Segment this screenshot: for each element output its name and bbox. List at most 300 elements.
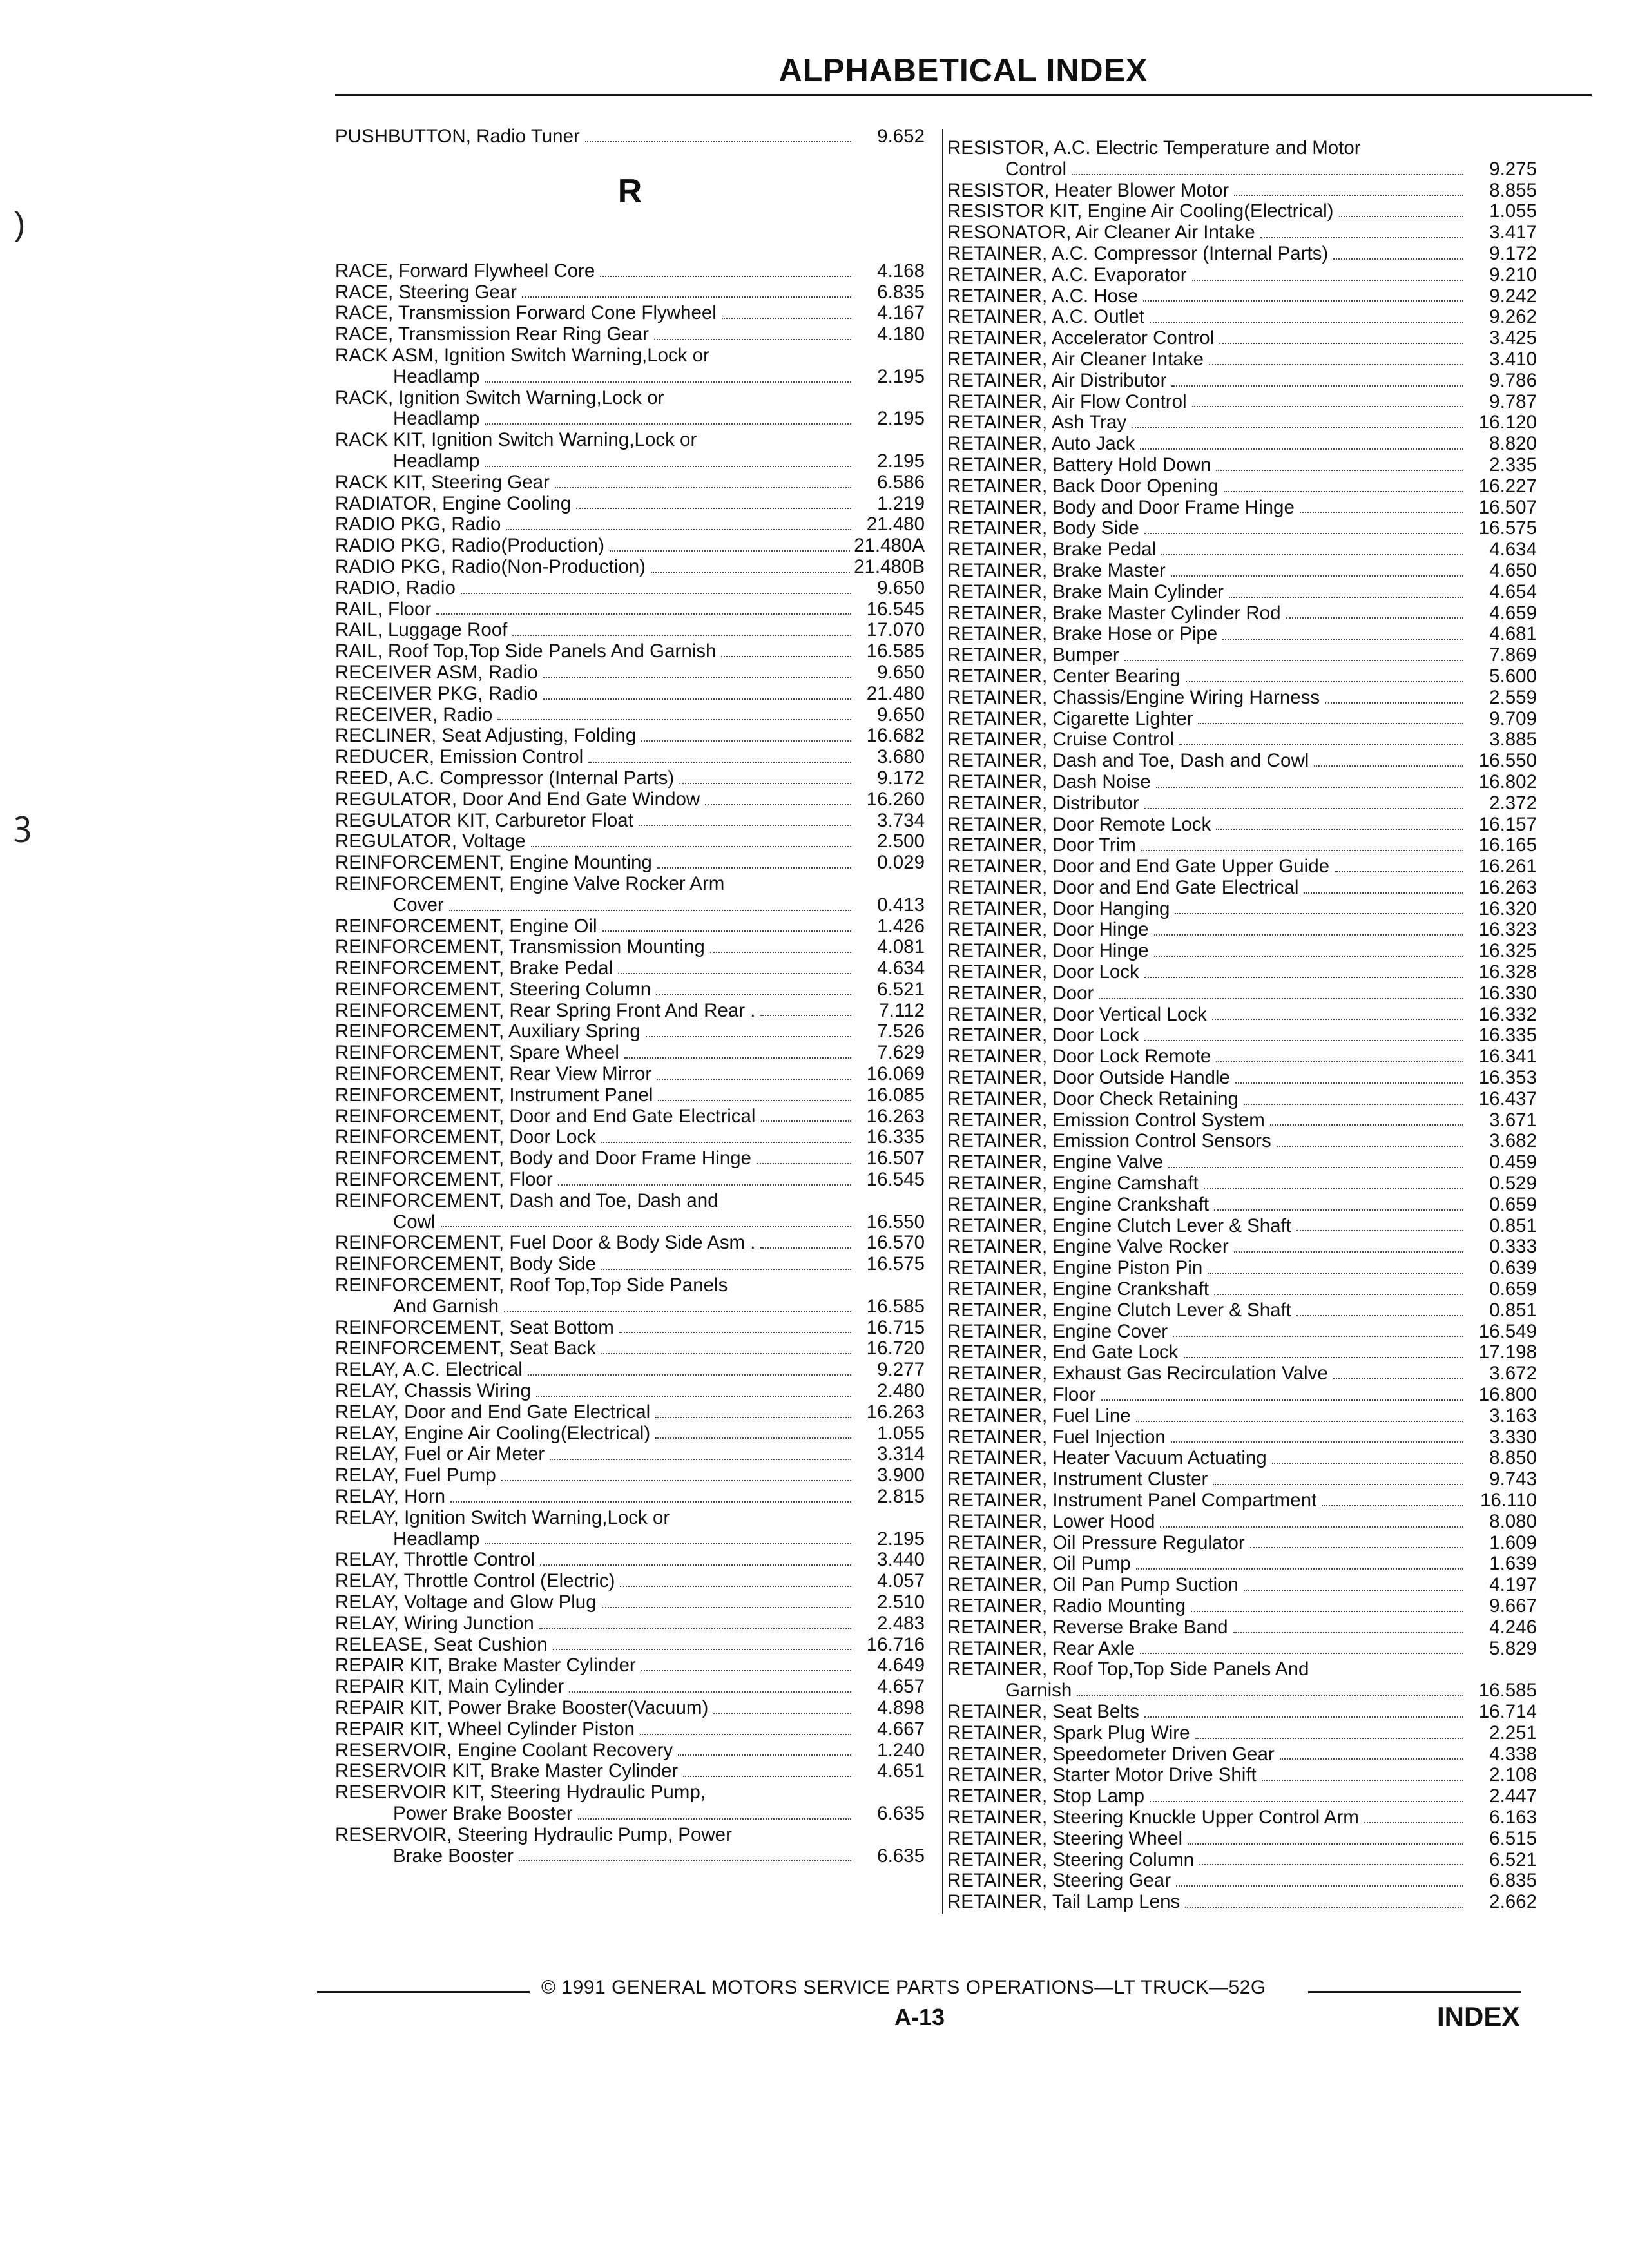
index-entry bbox=[947, 645, 1537, 666]
index-entry bbox=[335, 641, 925, 662]
leader-dots bbox=[600, 276, 851, 277]
leader-dots bbox=[1192, 406, 1463, 407]
entry-label: REINFORCEMENT, Instrument Panel bbox=[335, 1084, 653, 1106]
index-entry bbox=[947, 962, 1537, 983]
entry-page-ref: 16.085 bbox=[866, 1084, 925, 1106]
leader-dots bbox=[1188, 1843, 1463, 1845]
leader-dots bbox=[528, 1374, 851, 1376]
index-entry bbox=[947, 1046, 1537, 1068]
leader-dots bbox=[1216, 470, 1463, 471]
leader-dots bbox=[760, 1247, 851, 1249]
leader-dots bbox=[618, 973, 851, 974]
leader-dots bbox=[1150, 322, 1463, 323]
leader-dots bbox=[1099, 998, 1463, 999]
index-entry bbox=[335, 1486, 925, 1508]
entry-label: RETAINER, Door Hinge bbox=[947, 919, 1149, 941]
leader-dots bbox=[550, 1459, 851, 1460]
entry-label: RACE, Transmission Rear Ring Gear bbox=[335, 323, 649, 345]
entry-page-ref: 16.585 bbox=[866, 640, 925, 662]
entry-page-ref: 1.639 bbox=[1489, 1553, 1537, 1575]
entry-label: REPAIR KIT, Main Cylinder bbox=[335, 1676, 564, 1698]
entry-label: RETAINER, Engine Valve bbox=[947, 1151, 1164, 1173]
entry-label-continuation: Control bbox=[1005, 158, 1067, 180]
index-entry bbox=[947, 434, 1537, 455]
entry-label-continuation: Brake Booster bbox=[393, 1845, 514, 1867]
entry-label: RACK, Ignition Switch Warning,Lock or bbox=[335, 387, 664, 408]
entry-page-ref: 7.526 bbox=[877, 1021, 925, 1043]
entry-page-ref: 6.521 bbox=[1489, 1849, 1537, 1870]
leader-dots bbox=[678, 1754, 851, 1756]
leader-dots bbox=[519, 1860, 851, 1861]
leader-dots bbox=[639, 825, 851, 826]
index-entry bbox=[947, 751, 1537, 772]
entry-page-ref: 16.261 bbox=[1478, 856, 1537, 878]
entry-label: REINFORCEMENT, Door and End Gate Electrical bbox=[335, 1105, 756, 1127]
entry-page-ref: 2.372 bbox=[1489, 792, 1537, 814]
index-entry bbox=[335, 408, 925, 430]
leader-dots bbox=[683, 1776, 851, 1777]
entry-label: RACK KIT, Steering Gear bbox=[335, 471, 550, 493]
index-entry bbox=[947, 561, 1537, 582]
leader-dots bbox=[531, 846, 851, 847]
leader-dots bbox=[504, 1311, 851, 1312]
leader-dots bbox=[1214, 1209, 1463, 1211]
index-entry bbox=[947, 349, 1537, 370]
entry-label: RECEIVER ASM, Radio bbox=[335, 661, 538, 683]
entry-label: RETAINER, Bumper bbox=[947, 644, 1119, 666]
entry-label: RETAINER, Dash and Toe, Dash and Cowl bbox=[947, 750, 1309, 772]
entry-label: RACE, Steering Gear bbox=[335, 281, 517, 303]
leader-dots bbox=[1322, 1505, 1463, 1506]
index-entry bbox=[335, 1021, 925, 1043]
leader-dots bbox=[1234, 1251, 1463, 1253]
leader-dots bbox=[1286, 617, 1464, 619]
leader-dots bbox=[485, 381, 851, 383]
index-entry bbox=[947, 159, 1537, 180]
entry-page-ref: 2.335 bbox=[1489, 454, 1537, 476]
index-entry bbox=[947, 497, 1537, 519]
index-entry bbox=[947, 1744, 1537, 1765]
leader-dots bbox=[602, 930, 851, 932]
index-entry bbox=[947, 244, 1537, 265]
entry-page-ref: 0.639 bbox=[1489, 1257, 1537, 1279]
leader-dots bbox=[1250, 1547, 1463, 1548]
entry-page-ref: 4.654 bbox=[1489, 581, 1537, 602]
entry-label: RETAINER, Air Flow Control bbox=[947, 390, 1187, 412]
entry-page-ref: 16.330 bbox=[1478, 982, 1537, 1004]
index-entry bbox=[947, 307, 1537, 328]
index-entry bbox=[335, 1402, 925, 1423]
entry-label: RETAINER, Brake Pedal bbox=[947, 539, 1157, 561]
leader-dots bbox=[1364, 1822, 1463, 1823]
index-entry-first-line bbox=[335, 874, 925, 895]
leader-dots bbox=[601, 1269, 851, 1270]
entry-page-ref: 9.787 bbox=[1489, 390, 1537, 412]
entry-page-ref: 6.586 bbox=[877, 471, 925, 493]
index-entry bbox=[947, 1385, 1537, 1406]
index-entry bbox=[947, 666, 1537, 687]
index-entry bbox=[335, 535, 925, 557]
index-entry bbox=[335, 811, 925, 832]
entry-label: RETAINER, Steering Column bbox=[947, 1849, 1195, 1870]
leader-dots bbox=[1208, 1273, 1463, 1274]
entry-page-ref: 9.277 bbox=[877, 1359, 925, 1381]
index-entry bbox=[947, 1533, 1537, 1554]
entry-page-ref: 8.850 bbox=[1489, 1447, 1537, 1469]
entry-label: RELAY, Fuel or Air Meter bbox=[335, 1443, 545, 1465]
entry-page-ref: 16.165 bbox=[1478, 834, 1537, 856]
index-entry bbox=[335, 1127, 925, 1148]
entry-label-continuation: And Garnish bbox=[393, 1295, 499, 1317]
leader-dots bbox=[1300, 512, 1463, 513]
entry-label-continuation: Cowl bbox=[393, 1211, 436, 1233]
entry-label: RETAINER, Engine Crankshaft bbox=[947, 1278, 1210, 1300]
leader-dots bbox=[640, 1734, 851, 1735]
entry-label: RETAINER, Door Vertical Lock bbox=[947, 1003, 1207, 1025]
entry-page-ref: 4.180 bbox=[877, 323, 925, 345]
entry-label: RELAY, Chassis Wiring bbox=[335, 1380, 531, 1402]
index-entry bbox=[947, 1723, 1537, 1744]
index-entry bbox=[947, 1152, 1537, 1173]
entry-label: REINFORCEMENT, Seat Back bbox=[335, 1338, 596, 1360]
leader-dots bbox=[1325, 702, 1463, 704]
leader-dots bbox=[569, 1691, 851, 1693]
entry-label: RETAINER, Exhaust Gas Recirculation Valve bbox=[947, 1363, 1328, 1385]
index-entry bbox=[947, 814, 1537, 836]
leader-dots bbox=[705, 804, 851, 805]
index-entry bbox=[947, 539, 1537, 561]
index-entry bbox=[335, 1381, 925, 1402]
entry-label: RETAINER, Dash Noise bbox=[947, 771, 1151, 793]
index-entry bbox=[335, 472, 925, 494]
leader-dots bbox=[1191, 1611, 1463, 1612]
entry-page-ref: 16.325 bbox=[1478, 940, 1537, 962]
entry-label: RESISTOR KIT, Engine Air Cooling(Electrical) bbox=[947, 200, 1334, 222]
entry-page-ref: 16.437 bbox=[1478, 1088, 1537, 1110]
entry-page-ref: 1.609 bbox=[1489, 1532, 1537, 1553]
index-entry bbox=[947, 1892, 1537, 1913]
leader-dots bbox=[522, 296, 851, 298]
leader-dots bbox=[588, 762, 851, 763]
leader-dots bbox=[651, 572, 850, 573]
leader-dots bbox=[1209, 364, 1463, 365]
index-entry bbox=[947, 624, 1537, 645]
entry-label: RETAINER, Engine Clutch Lever & Shaft bbox=[947, 1215, 1291, 1236]
leader-dots bbox=[1192, 280, 1463, 281]
entry-label: RETAINER, Engine Valve Rocker bbox=[947, 1236, 1229, 1258]
entry-label: RETAINER, Cruise Control bbox=[947, 729, 1174, 751]
entry-label: RELAY, Throttle Control bbox=[335, 1549, 535, 1571]
leader-dots bbox=[506, 529, 851, 530]
index-entry bbox=[335, 1550, 925, 1571]
entry-label: REPAIR KIT, Power Brake Booster(Vacuum) bbox=[335, 1696, 709, 1718]
leader-dots bbox=[1244, 1104, 1463, 1105]
entry-page-ref: 9.262 bbox=[1489, 306, 1537, 328]
leader-dots bbox=[1260, 237, 1463, 238]
index-entry bbox=[335, 451, 925, 472]
entry-label: REINFORCEMENT, Rear View Mirror bbox=[335, 1063, 652, 1085]
footer-rule-right bbox=[1308, 1991, 1521, 1993]
leader-dots bbox=[1168, 1167, 1463, 1168]
entry-label: RETAINER, Door Trim bbox=[947, 834, 1136, 856]
entry-label: RETAINER, Tail Lamp Lens bbox=[947, 1891, 1181, 1913]
entry-label: REGULATOR, Door And End Gate Window bbox=[335, 788, 700, 810]
entry-label: RETAINER, Engine Piston Pin bbox=[947, 1257, 1203, 1279]
index-entry bbox=[947, 1807, 1537, 1829]
leader-dots bbox=[658, 1100, 851, 1101]
entry-page-ref: 9.275 bbox=[1489, 158, 1537, 180]
index-entry bbox=[335, 1761, 925, 1782]
entry-page-ref: 16.720 bbox=[866, 1338, 925, 1360]
index-entry bbox=[335, 1423, 925, 1445]
index-entry bbox=[947, 835, 1537, 856]
leader-dots bbox=[1296, 1230, 1463, 1231]
entry-page-ref: 16.682 bbox=[866, 725, 925, 747]
index-entry bbox=[335, 916, 925, 937]
entry-page-ref: 7.112 bbox=[878, 999, 925, 1021]
entry-label: REINFORCEMENT, Auxiliary Spring bbox=[335, 1021, 641, 1043]
index-entry bbox=[947, 1321, 1537, 1343]
section-name: INDEX bbox=[1437, 2001, 1520, 2032]
leader-dots bbox=[1173, 1336, 1463, 1337]
index-entry bbox=[335, 1043, 925, 1064]
index-entry bbox=[335, 1740, 925, 1762]
index-entry bbox=[947, 222, 1537, 244]
index-entry bbox=[335, 726, 925, 747]
leader-dots bbox=[1161, 554, 1463, 555]
index-entry bbox=[335, 852, 925, 874]
index-entry bbox=[335, 1360, 925, 1381]
index-entry bbox=[335, 1465, 925, 1486]
entry-page-ref: 4.651 bbox=[877, 1760, 925, 1782]
entry-page-ref: 16.545 bbox=[866, 1169, 925, 1191]
entry-label: RACK KIT, Ignition Switch Warning,Lock or bbox=[335, 429, 697, 451]
entry-page-ref: 16.157 bbox=[1478, 813, 1537, 835]
entry-label: REINFORCEMENT, Dash and Toe, Dash and bbox=[335, 1189, 718, 1211]
leader-dots bbox=[1144, 977, 1463, 978]
entry-label: REINFORCEMENT, Body Side bbox=[335, 1253, 596, 1275]
leader-dots bbox=[1136, 1568, 1463, 1570]
entry-label: RESERVOIR KIT, Steering Hydraulic Pump, bbox=[335, 1782, 706, 1803]
leader-dots bbox=[646, 1036, 851, 1037]
entry-page-ref: 4.667 bbox=[877, 1718, 925, 1740]
index-entry bbox=[947, 1406, 1537, 1427]
leader-dots bbox=[485, 466, 851, 467]
entry-page-ref: 4.634 bbox=[1489, 539, 1537, 561]
entry-label: RETAINER, Door bbox=[947, 982, 1094, 1004]
footer-rule-left bbox=[317, 1991, 530, 1993]
entry-label: RELAY, Horn bbox=[335, 1486, 446, 1508]
index-entry bbox=[947, 476, 1537, 497]
entry-label: RADIO PKG, Radio bbox=[335, 514, 501, 535]
entry-label: RETAINER, Chassis/Engine Wiring Harness bbox=[947, 686, 1320, 708]
leader-dots bbox=[1185, 1907, 1463, 1908]
leader-dots bbox=[1154, 934, 1463, 936]
entry-page-ref: 4.650 bbox=[1489, 559, 1537, 581]
index-entry bbox=[335, 1444, 925, 1465]
index-entry bbox=[335, 1655, 925, 1677]
leader-dots bbox=[1214, 1294, 1463, 1295]
index-entry bbox=[947, 1427, 1537, 1448]
entry-page-ref: 16.227 bbox=[1478, 475, 1537, 497]
leader-dots bbox=[721, 656, 851, 657]
index-entry bbox=[947, 1173, 1537, 1195]
entry-page-ref: 2.559 bbox=[1489, 686, 1537, 708]
index-entry bbox=[947, 1216, 1537, 1237]
entry-page-ref: 3.410 bbox=[1489, 348, 1537, 370]
entry-page-ref: 4.081 bbox=[877, 936, 925, 958]
entry-label: RETAINER, Accelerator Control bbox=[947, 327, 1215, 349]
entry-label: REINFORCEMENT, Engine Mounting bbox=[335, 852, 652, 874]
entry-label: RELAY, Wiring Junction bbox=[335, 1612, 534, 1634]
leader-dots bbox=[1124, 660, 1463, 661]
leader-dots bbox=[1132, 427, 1463, 428]
index-entry bbox=[335, 324, 925, 345]
leader-dots bbox=[656, 994, 851, 995]
index-entry bbox=[947, 180, 1537, 202]
index-entry bbox=[335, 1571, 925, 1592]
entry-page-ref: 4.197 bbox=[1489, 1574, 1537, 1596]
entry-label: RELEASE, Seat Cushion bbox=[335, 1633, 548, 1655]
entry-label: RETAINER, Brake Main Cylinder bbox=[947, 581, 1224, 602]
entry-page-ref: 3.425 bbox=[1489, 327, 1537, 349]
index-entry-first-line bbox=[335, 1825, 925, 1846]
leader-dots bbox=[1333, 258, 1463, 260]
entry-page-ref: 3.417 bbox=[1489, 222, 1537, 244]
index-entry bbox=[335, 1698, 925, 1719]
leader-dots bbox=[1175, 913, 1463, 914]
entry-page-ref: 9.667 bbox=[1489, 1595, 1537, 1617]
entry-label: RETAINER, Door Remote Lock bbox=[947, 813, 1211, 835]
entry-label: RADIATOR, Engine Cooling bbox=[335, 492, 572, 514]
entry-page-ref: 21.480B bbox=[854, 555, 925, 577]
entry-page-ref: 9.210 bbox=[1489, 264, 1537, 285]
entry-label: RESERVOIR KIT, Brake Master Cylinder bbox=[335, 1760, 679, 1782]
leader-dots bbox=[1150, 1801, 1463, 1802]
entry-page-ref: 6.635 bbox=[877, 1802, 925, 1824]
leader-dots bbox=[1216, 829, 1463, 830]
index-entry bbox=[335, 1148, 925, 1169]
index-entry bbox=[947, 1300, 1537, 1321]
index-entry bbox=[947, 687, 1537, 709]
index-entry bbox=[947, 1512, 1537, 1533]
leader-dots bbox=[539, 1628, 851, 1629]
entry-label: RAIL, Roof Top,Top Side Panels And Garnish bbox=[335, 640, 717, 662]
index-entry-first-line bbox=[947, 138, 1537, 159]
entry-page-ref: 6.515 bbox=[1489, 1827, 1537, 1849]
entry-label: RETAINER, Battery Hold Down bbox=[947, 454, 1211, 476]
leader-dots bbox=[710, 952, 851, 953]
leader-dots bbox=[536, 1396, 851, 1397]
entry-page-ref: 16.328 bbox=[1478, 961, 1537, 983]
title-rule bbox=[335, 94, 1592, 96]
index-entry bbox=[947, 856, 1537, 878]
entry-label: RETAINER, Door and End Gate Upper Guide bbox=[947, 856, 1330, 878]
entry-page-ref: 3.671 bbox=[1489, 1109, 1537, 1131]
leader-dots bbox=[543, 698, 851, 700]
entry-label: REGULATOR, Voltage bbox=[335, 831, 526, 852]
entry-label: RETAINER, Engine Crankshaft bbox=[947, 1193, 1210, 1215]
leader-dots bbox=[1077, 1695, 1463, 1696]
binder-hole-mark: ) bbox=[14, 206, 26, 243]
entry-label: RETAINER, Starter Motor Drive Shift bbox=[947, 1764, 1257, 1786]
leader-dots bbox=[1171, 1441, 1463, 1443]
entry-label: RELAY, Ignition Switch Warning,Lock or bbox=[335, 1506, 670, 1528]
leader-dots bbox=[602, 1607, 851, 1608]
leader-dots bbox=[1199, 1864, 1463, 1865]
index-entry bbox=[947, 1850, 1537, 1871]
entry-label: RETAINER, Cigarette Lighter bbox=[947, 707, 1193, 729]
entry-page-ref: 16.332 bbox=[1478, 1003, 1537, 1025]
leader-dots bbox=[1198, 723, 1463, 724]
index-entry bbox=[947, 1448, 1537, 1469]
entry-page-ref: 21.480 bbox=[866, 682, 925, 704]
index-entry bbox=[947, 1617, 1537, 1639]
entry-page-ref: 2.480 bbox=[877, 1380, 925, 1402]
entry-page-ref: 4.167 bbox=[877, 302, 925, 324]
entry-page-ref: 5.600 bbox=[1489, 665, 1537, 687]
entry-label: RETAINER, Engine Camshaft bbox=[947, 1173, 1199, 1195]
page-title: ALPHABETICAL INDEX bbox=[778, 52, 1148, 88]
entry-label: RETAINER, Roof Top,Top Side Panels And bbox=[947, 1658, 1309, 1680]
index-entry-first-line bbox=[335, 1782, 925, 1803]
entry-page-ref: 0.459 bbox=[1489, 1151, 1537, 1173]
entry-page-ref: 16.570 bbox=[866, 1232, 925, 1254]
leader-dots bbox=[501, 1480, 851, 1481]
leader-dots bbox=[578, 1818, 851, 1820]
index-entry bbox=[335, 367, 925, 388]
entry-label: REINFORCEMENT, Engine Valve Rocker Arm bbox=[335, 872, 725, 894]
leader-dots bbox=[441, 1226, 851, 1227]
index-entry bbox=[335, 1846, 925, 1867]
entry-page-ref: 2.815 bbox=[877, 1486, 925, 1508]
index-entry bbox=[335, 684, 925, 705]
leader-dots bbox=[1144, 808, 1463, 809]
entry-label: RETAINER, A.C. Evaporator bbox=[947, 264, 1187, 285]
entry-label: RETAINER, Ash Tray bbox=[947, 412, 1127, 434]
left-index-column bbox=[335, 126, 925, 1867]
index-entry bbox=[947, 878, 1537, 899]
leader-dots bbox=[1140, 1653, 1463, 1654]
entry-label: REINFORCEMENT, Body and Door Frame Hinge bbox=[335, 1148, 751, 1169]
entry-page-ref: 16.550 bbox=[866, 1211, 925, 1233]
index-entry bbox=[335, 1106, 925, 1128]
entry-label: REINFORCEMENT, Spare Wheel bbox=[335, 1042, 619, 1064]
entry-page-ref: 9.786 bbox=[1489, 369, 1537, 391]
index-entry bbox=[335, 1719, 925, 1740]
index-entry bbox=[947, 265, 1537, 286]
entry-page-ref: 0.333 bbox=[1489, 1236, 1537, 1258]
entry-label: REINFORCEMENT, Fuel Door & Body Side Asm . bbox=[335, 1232, 756, 1254]
index-entry bbox=[947, 1469, 1537, 1490]
entry-label: RADIO, Radio bbox=[335, 577, 456, 599]
leader-dots bbox=[760, 1015, 851, 1016]
leader-dots bbox=[1154, 956, 1463, 957]
entry-label: RETAINER, Air Cleaner Intake bbox=[947, 348, 1204, 370]
leader-dots bbox=[1244, 1590, 1463, 1591]
index-entry bbox=[947, 983, 1537, 1004]
entry-label: RETAINER, Door Hanging bbox=[947, 898, 1170, 919]
entry-page-ref: 2.447 bbox=[1489, 1785, 1537, 1807]
leader-dots bbox=[761, 1120, 852, 1122]
entry-page-ref: 16.549 bbox=[1478, 1320, 1537, 1342]
index-entry bbox=[335, 557, 925, 578]
entry-page-ref: 8.080 bbox=[1489, 1510, 1537, 1532]
entry-label: RETAINER, Emission Control System bbox=[947, 1109, 1265, 1131]
leader-dots bbox=[1280, 1758, 1463, 1760]
entry-label: RELAY, Engine Air Cooling(Electrical) bbox=[335, 1422, 651, 1444]
entry-label: RETAINER, Brake Hose or Pipe bbox=[947, 623, 1218, 645]
